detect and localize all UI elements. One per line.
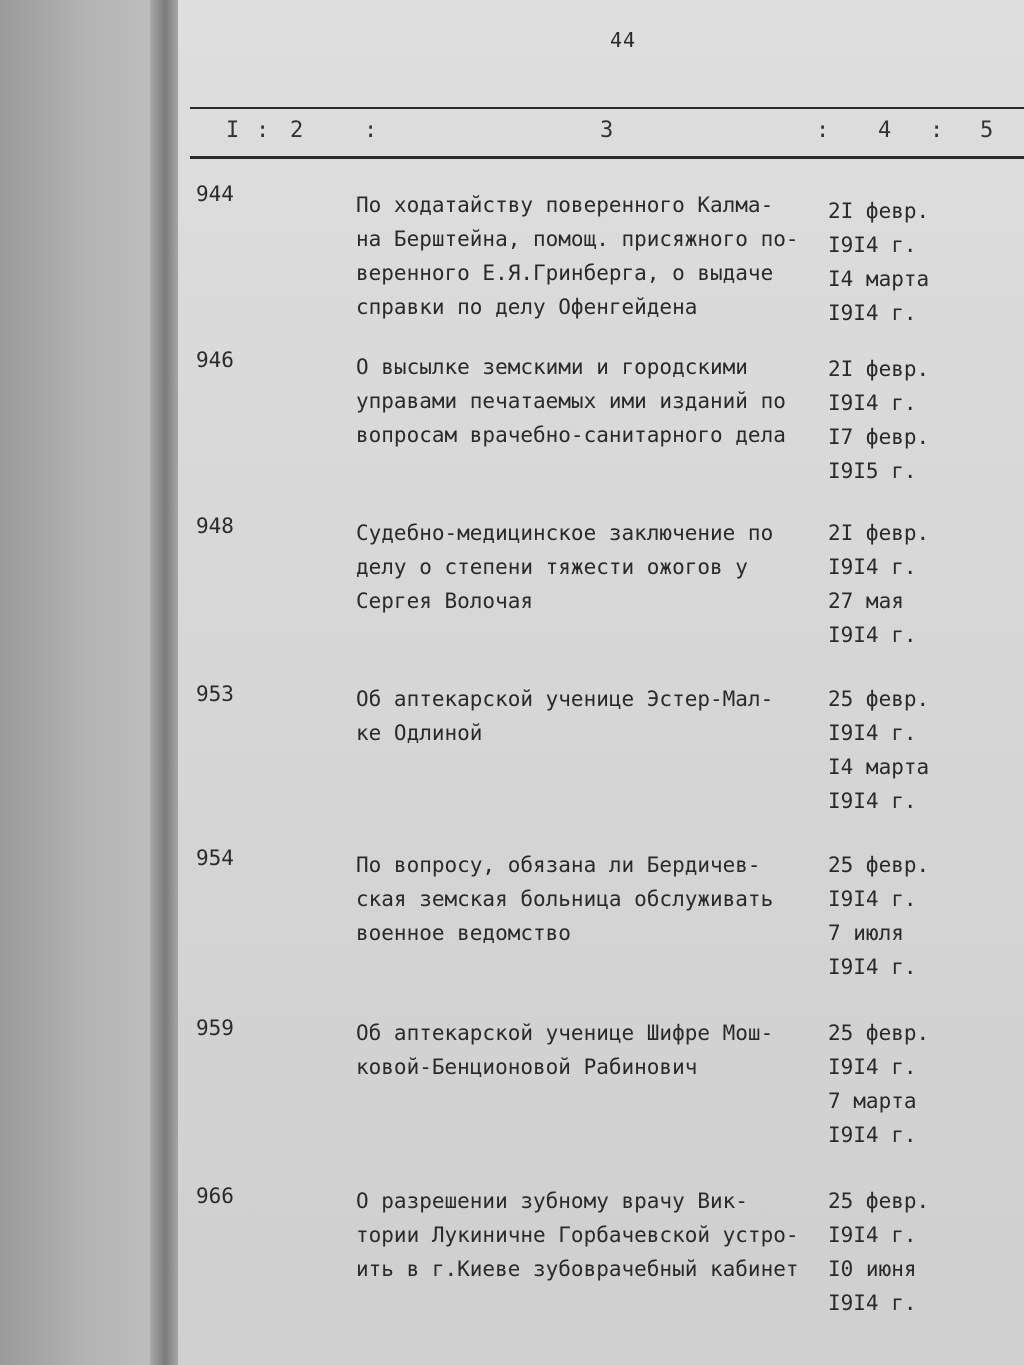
case-dates: 25 февр. I9I4 г. I0 июня I9I4 г. [828,1189,930,1315]
case-dates: 25 февр. I9I4 г. 7 июля I9I4 г. [828,853,930,979]
case-dates: 2I февр. I9I4 г. 27 мая I9I4 г. [828,521,930,647]
case-dates: 2I февр. I9I4 г. I7 февр. I9I5 г. [828,357,930,483]
case-number: 944 [196,182,234,206]
case-number: 966 [196,1184,234,1208]
table-row [178,182,1024,332]
case-number: 946 [196,348,234,372]
case-description: Об аптекарской ученице Эстер-Мал- ке Одлиной [356,687,774,745]
table-top-rule [190,107,1024,109]
table-row [178,514,1024,664]
case-description: О разрешении зубному врачу Вик- тории Лукиничне Горбачевской устро- ить в г.Киеве зубоврачебный кабинет [356,1189,799,1281]
table-row [178,846,1024,996]
document-page [178,0,1024,1365]
case-number: 954 [196,846,234,870]
page-number: 44 [610,28,637,52]
col-header-3: 3 [600,118,614,143]
facing-page-edge [0,0,150,1365]
table-row [178,1016,1024,1166]
case-dates: 2I февр. I9I4 г. I4 марта I9I4 г. [828,199,930,325]
case-description: По вопросу, обязана ли Бердичев- ская земская больница обслуживать военное ведомство [356,853,774,945]
case-number: 959 [196,1016,234,1040]
case-dates: 25 февр. I9I4 г. I4 марта I9I4 г. [828,687,930,813]
case-description: Судебно-медицинское заключение по делу о степени тяжести ожогов у Сергея Волочая [356,521,774,613]
table-header-rule [190,156,1024,159]
case-description: Об аптекарской ученице Шифре Мош- ковой-Бенционовой Рабинович [356,1021,774,1079]
col-header-1: I [226,118,240,143]
case-number: 953 [196,682,234,706]
col-header-5: 5 [980,118,994,143]
col-header-2: 2 [290,118,304,143]
case-description: По ходатайству поверенного Калма- на Берштейна, помощ. присяжного по- веренного Е.Я.Гринберга, о выдаче справки по делу Офенгейдена [356,193,799,319]
table-row [178,682,1024,832]
case-dates: 25 февр. I9I4 г. 7 марта I9I4 г. [828,1021,930,1147]
case-description: О высылке земскими и городскими управами печатаемых ими изданий по вопросам врачебно-санитарного дела [356,355,786,447]
column-header: I : 2 : 3 : 4 : 5 [226,118,994,143]
table-row [178,348,1024,498]
table-row [178,1184,1024,1334]
case-number: 948 [196,514,234,538]
col-header-4: 4 [878,118,892,143]
